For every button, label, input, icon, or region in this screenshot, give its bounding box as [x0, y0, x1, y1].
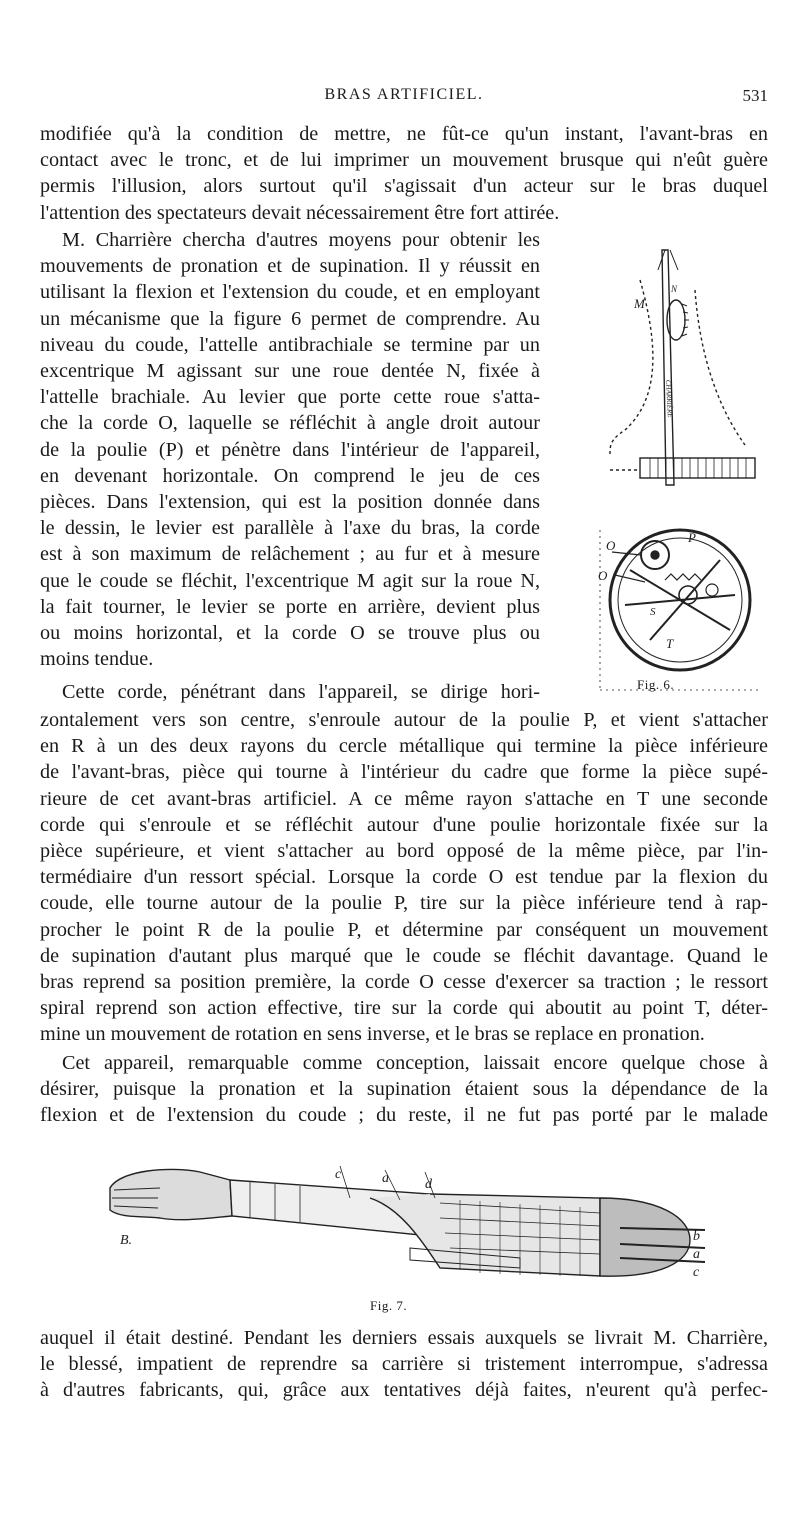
text-line: auquel il était destiné. Pendant les derniers essais auxquels se livrait M. Charrière, [40, 1327, 768, 1349]
fig6-splint-engraving: CHARRIÈRE [664, 379, 674, 418]
text-line: mouvements de pronation et de supination. Il y réussit en [40, 255, 540, 278]
figure-7-artificial-arm [100, 1158, 710, 1298]
fig7-label-c-top: c [335, 1167, 342, 1182]
text-line: permis l'illusion, alors surtout qu'il s'agissait d'un acteur sur le bras duquel [40, 175, 768, 198]
text-line: en devenant horizontale. On comprend le jeu de ces [40, 464, 540, 487]
fig6-label-n: N [671, 284, 678, 294]
text-line: le blessé, impatient de reprendre sa carrière si tristement interrompue, s'adressa [40, 1353, 768, 1376]
text-line: un mécanisme que la figure 6 permet de comprendre. Au [40, 307, 540, 330]
text-line: flexion et de l'extension du coude ; du reste, il ne fut pas porté par le malade [40, 1104, 768, 1127]
text-line: niveau du coude, l'attelle antibrachiale se termine par un [40, 333, 540, 356]
text-line: de la poulie (P) et pénètre dans l'intérieur de l'appareil, [40, 438, 540, 461]
text-line: que le coude se fléchit, l'excentrique M agit sur la roue N, [40, 569, 540, 592]
text-line: de l'avant-bras, pièce qui tourne à l'intérieur du cadre que forme la pièce supé- [40, 761, 768, 784]
fig6-label-s: S [650, 606, 656, 618]
text-line: excentrique M agissant sur une roue dentée N, fixée à [40, 360, 540, 383]
text-line: termédiaire d'un ressort spécial. Lorsque la corde O est tendue par la flexion du [40, 866, 768, 889]
fig7-label-a-top: a [382, 1171, 389, 1186]
fig7-label-b: B. [120, 1233, 133, 1248]
text-line: le dessin, le levier est parallèle à l'axe du bras, la corde [40, 517, 540, 540]
fig7-label-c-right: c [693, 1265, 700, 1280]
fig6-label-p: P [688, 530, 696, 545]
text-line: utilisant la flexion et l'extension du coude, et en employant [40, 281, 540, 304]
text-line: contact avec le tronc, et de lui imprimer un mouvement brusque qui n'eût guère [40, 149, 768, 172]
text-line: bras reprend sa position première, la corde O cesse d'exercer sa traction ; le ressort [40, 971, 768, 994]
fig6-label-o2: O [598, 568, 608, 583]
figure-6-caption: Fig. 6. [637, 677, 675, 692]
paragraph-corde-start [40, 679, 540, 705]
text-line: Cet appareil, remarquable comme conception, laissait encore quelque chose à [62, 1052, 768, 1074]
text-line: moins tendue. [40, 648, 154, 671]
text-line: désirer, puisque la pronation et la supination étaient sous la dépendance de la [40, 1078, 768, 1101]
text-line: l'attelle brachiale. Au levier que porte cette roue s'atta- [40, 386, 540, 409]
page-number: 531 [742, 86, 768, 105]
text-line: l'attention des spectateurs devait nécessairement être fort attirée. [40, 201, 560, 224]
text-line: M. Charrière chercha d'autres moyens pour obtenir les [62, 229, 540, 251]
text-line: la fait tourner, le levier se porte en arrière, devient plus [40, 595, 540, 618]
fig6-label-m: M [634, 296, 645, 311]
text-line: pièce supérieure, et vient s'attacher au bord opposé de la même pièce, par l'in- [40, 840, 768, 863]
text-line: spiral reprend son action effective, tire sur la corde qui aboutit au point T, déter- [40, 997, 768, 1020]
text-line: corde qui s'enroule et se réfléchit autour d'une poulie horizontale fixée sur la [40, 813, 768, 836]
text-line: est à son maximum de relâchement ; au fur et à mesure [40, 543, 540, 566]
text-line: procher le point R de la poulie P, et détermine par conséquent un mouvement [40, 918, 768, 941]
paragraph-continued [40, 121, 768, 226]
figure-7-caption: Fig. 7. [370, 1298, 408, 1313]
fig6-label-t: T [666, 636, 674, 651]
running-head [40, 86, 768, 112]
text-line: ou moins horizontal, et la corde O se trouve plus ou [40, 622, 540, 645]
text-line: en R à un des deux rayons du cercle métallique qui termine la pièce inférieure [40, 735, 768, 758]
text-line: de supination d'autant plus marqué que le coude se fléchit davantage. Quand le [40, 944, 768, 967]
text-line: Cette corde, pénétrant dans l'appareil, se dirige hori- [62, 681, 540, 703]
text-line: pièces. Dans l'extension, qui est la position donnée dans [40, 491, 540, 514]
running-title: BRAS ARTIFICIEL. [324, 86, 484, 103]
text-line: à d'autres fabricants, qui, grâce aux tentatives déjà faites, n'eurent qu'à perfec- [40, 1379, 768, 1402]
text-line: mine un mouvement de rotation en sens inverse, et le bras se replace en pronation. [40, 1023, 705, 1046]
text-line: rieure de cet avant-bras artificiel. A ce même rayon s'attache en T une seconde [40, 787, 768, 810]
paragraph-appareil [40, 1050, 768, 1129]
fig7-label-b-right: b [693, 1229, 700, 1244]
paragraph-charriere-mechanism [40, 227, 540, 672]
text-line: coude, elle tourne autour de la poulie P, tire sur la pièce inférieure tend à rap- [40, 892, 768, 915]
text-line: che la corde O, laquelle se réfléchit à angle droit autour [40, 412, 540, 435]
fig6-label-o1: O [606, 538, 616, 553]
text-line: modifiée qu'à la condition de mettre, ne fût-ce qu'un instant, l'avant-bras en [40, 123, 768, 145]
paragraph-corde-continued [40, 707, 768, 1048]
figure-6-elbow-mechanism [570, 230, 770, 700]
fig7-label-a-right: a [693, 1247, 700, 1262]
fig7-label-d-top: d [425, 1177, 432, 1192]
paragraph-blesse [40, 1325, 768, 1404]
text-line: zontalement vers son centre, s'enroule autour de la poulie P, et vient s'attacher [40, 709, 768, 731]
